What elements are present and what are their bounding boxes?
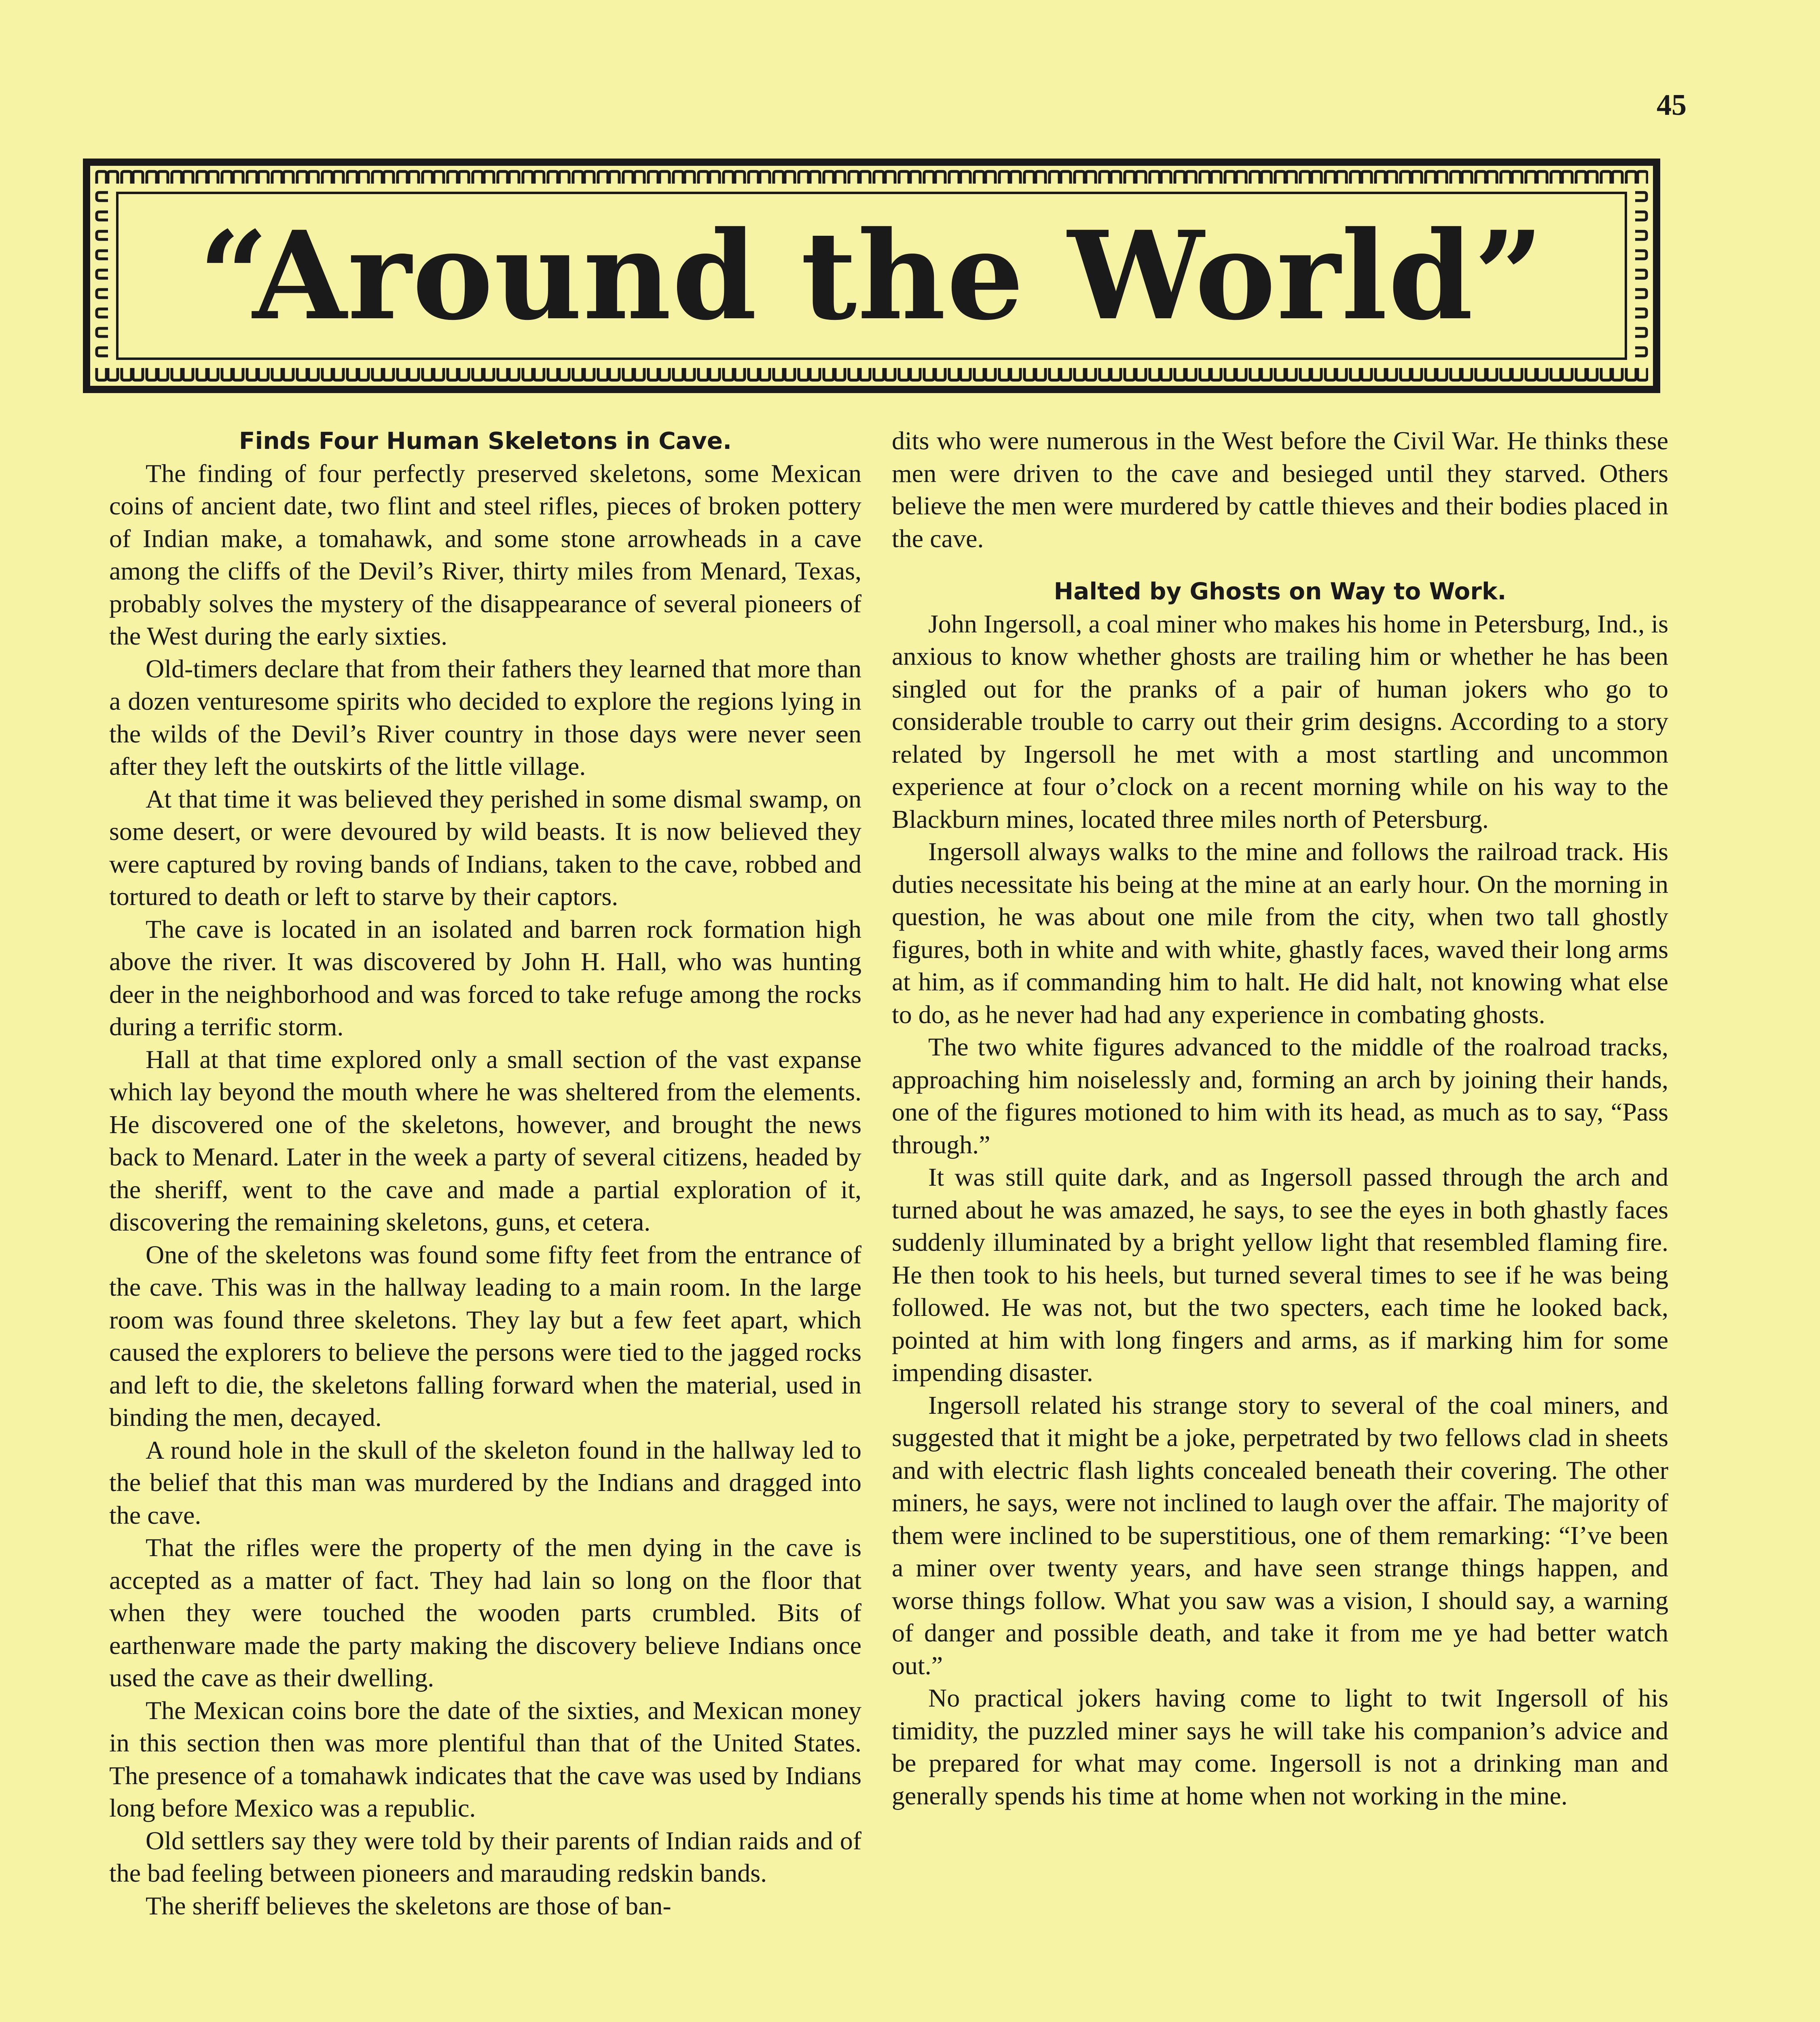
paragraph: The Mexican coins bore the date of the sixties, and Mexican money in this section then was more plentiful than that of the United States. The presence of a tomahawk indicates that the cave was used by Indians long before Mexico was a republic. xyxy=(109,1696,861,1822)
frame-ornament-top xyxy=(94,170,1648,186)
paragraph: Ingersoll related his strange story to several of the coal miners, and suggested that it might be a joke, perpetrated by two fellows clad in sheets and with electric flash lights concealed beneath their covering. The other miners, he says, were not inclined to laugh over the affair. The majority of them were inclined to be superstitious, one of them remarking: “I’ve been a miner over twenty years, and have seen strange things happen, and worse things follow. What you saw was a vision, I should say, a warning of danger and possible death, and take it from me ye had better watch out.” xyxy=(892,1390,1668,1680)
paragraph: At that time it was believed they perished in some dismal swamp, on some desert, or were devoured by wild beasts. It is now believed they were captured by roving bands of Indians, taken to the cave, robbed and tortured to death or left to starve by their captors. xyxy=(109,784,861,911)
paragraph: It was still quite dark, and as Ingersoll passed through the arch and turned about he was amazed, he says, to see the eyes in both ghastly faces suddenly illuminated by a bright yellow light that resembled flaming fire. He then took to his heels, but turned several times to see if he was being followed. He was not, but the two specters, each time he looked back, pointed at him with long fingers and arms, as if marking him for some impending disaster. xyxy=(892,1163,1668,1387)
paragraph: Ingersoll always walks to the mine and follows the railroad track. His duties necessitate his being at the mine at an early hour. On the morning in question, he was about one mile from the city, when two tall ghostly figures, both in white and with white, ghastly faces, waved their long arms at him, as if commanding him to halt. He did halt, not knowing what else to do, as he never had had any experience in combating ghosts. xyxy=(892,837,1668,1029)
frame-ornament-right xyxy=(1633,190,1649,362)
paragraph: A round hole in the skull of the skeleton found in the hallway led to the belief that this man was murdered by the Indians and dragged into the cave. xyxy=(109,1435,861,1529)
paragraph: The two white figures advanced to the middle of the roalroad tracks, approaching him noiselessly and, forming an arch by joining their hands, one of the figures motioned to him with its head, as much as to say, “Pass through.” xyxy=(892,1032,1668,1159)
page-number: 45 xyxy=(1657,89,1687,122)
right-column xyxy=(892,425,1668,2022)
paragraph: Old-timers declare that from their fathers they learned that more than a dozen venturesome spirits who decided to explore the regions lying in the wilds of the Devil’s River country in those days were never seen after they left the outskirts of the little village. xyxy=(109,654,861,780)
paragraph: Hall at that time explored only a small section of the vast expanse which lay beyond the mouth where he was sheltered from the elements. He discovered one of the skeletons, however, and brought the news back to Menard. Later in the week a party of several citizens, headed by the sheriff, went to the cave and made a partial exploration of it, discovering the remaining skeletons, guns, et cetera. xyxy=(109,1045,861,1236)
paragraph: That the rifles were the property of the men dying in the cave is accepted as a matter of fact. They had lain so long on the floor that when they were touched the wooden parts crumbled. Bits of earthenware made the party making the discovery believe Indians once used the cave as their dwelling. xyxy=(109,1533,861,1692)
paragraph: One of the skeletons was found some fifty feet from the entrance of the cave. This was in the hallway leading to a main room. In the large room was found three skeletons. They lay but a few feet apart, which caused the explorers to believe the persons were tied to the jagged rocks and left to die, the skeletons falling forward when the material, used in binding the men, decayed. xyxy=(109,1240,861,1432)
frame-ornament-bottom xyxy=(94,366,1648,382)
title-banner xyxy=(83,159,1660,393)
paragraph: Old settlers say they were told by their parents of Indian raids and of the bad feeling between pioneers and marauding redskin bands. xyxy=(109,1826,861,1887)
left-column xyxy=(109,425,861,2022)
paragraph: The sheriff believes the skeletons are those of ban- xyxy=(146,1891,671,1920)
paragraph: No practical jokers having come to light to twit Ingersoll of his timidity, the puzzled miner says he will take his companion’s advice and be prepared for what may come. Ingersoll is not a drinking man and generally spends his time at home when not working in the mine. xyxy=(892,1684,1668,1810)
title-panel xyxy=(116,192,1627,360)
paragraph: John Ingersoll, a coal miner who makes his home in Petersburg, Ind., is anxious to know whether ghosts are trailing him or whether he has been singled out for the pranks of a pair of human jokers who go to considerable trouble to carry out their grim designs. According to a story related by Ingersoll he met with a most startling and uncommon experience at four o’clock on a recent morning while on his way to the Blackburn mines, located three miles north of Petersburg. xyxy=(892,609,1668,833)
article-heading-ghosts: Halted by Ghosts on Way to Work. xyxy=(1054,577,1507,605)
article-heading-skeletons: Finds Four Human Skeletons in Cave. xyxy=(239,427,732,455)
paragraph: The finding of four perfectly preserved skeletons, some Mexican coins of ancient date, two flint and steel rifles, pieces of broken pottery of Indian make, a tomahawk, and some stone arrowheads in a cave among the cliffs of the Devil’s River, thirty miles from Menard, Texas, probably solves the mystery of the disappearance of several pioneers of the West during the early sixties. xyxy=(109,459,861,650)
paragraph: The cave is located in an isolated and barren rock formation high above the river. It was discovered by John H. Hall, who was hunting deer in the neighborhood and was forced to take refuge among the rocks during a terrific storm. xyxy=(109,914,861,1041)
frame-ornament-left xyxy=(94,190,110,362)
page-title: “Around the World” xyxy=(199,204,1545,347)
paragraph-continuation: dits who were numerous in the West before the Civil War. He thinks these men were driven to the cave and besieged until they starved. Others believe the men were murdered by cattle thieves and their bodies placed in the cave. xyxy=(892,426,1668,553)
